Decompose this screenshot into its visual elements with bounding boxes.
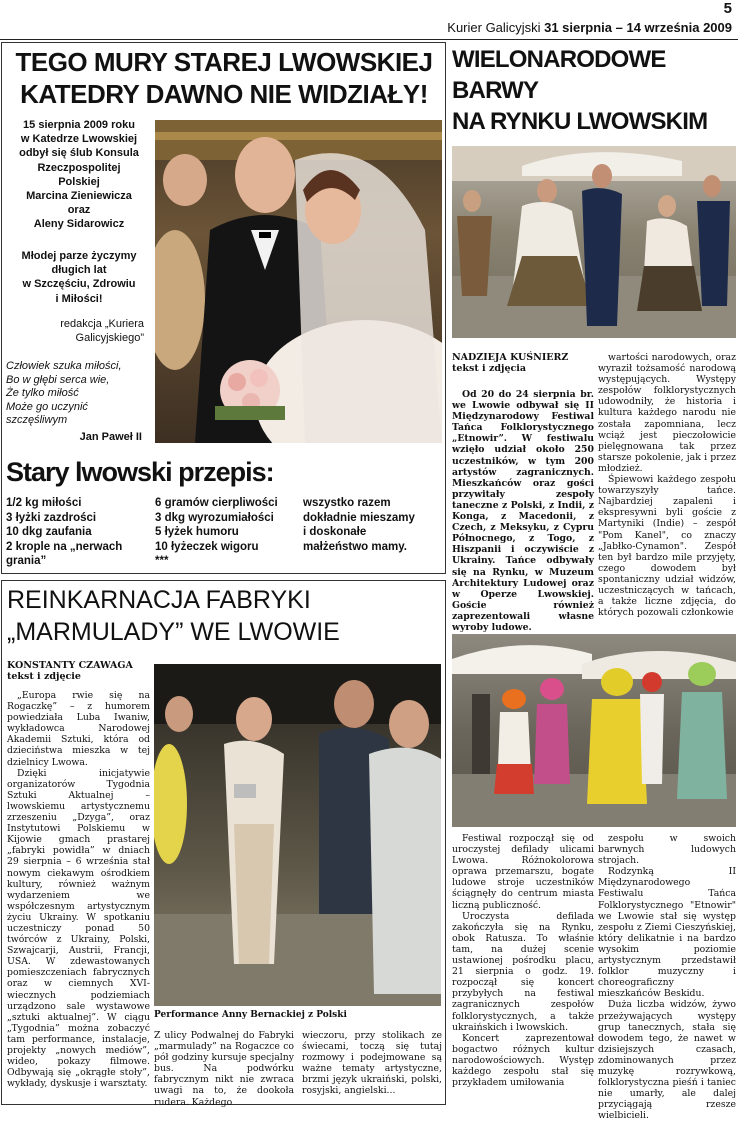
wedding-announcement	[6, 118, 152, 232]
recipe-item: 5 łyżek humoru	[155, 526, 239, 538]
festival-lead-text: Od 20 do 24 sierpnia br. we Lwowie odbywał się II Międzynarodowy Festiwal Tańca Folklorystycznego „Etnowir”. W festiwalu wzięło udział około 250 uczestników, w tym 200 artystów zagranicznych. Mieszkańców oraz gości przywitały zespoły taneczne z Polski, z Indii, z Konga, z Macedonii, z Czech, z Meksyku, z Cypru Północnego, z Togo, z Hiszpanii i oczywiście z Ukrainy. Tańce odbywały się na Rynku, w Muzeum Architektury Ludowej oraz w Operze Lwowskiej. Goście również zaprezentowali własne wyroby ludowe.	[452, 389, 594, 633]
issue-date: 31 sierpnia – 14 września 2009	[544, 20, 732, 35]
issue-line	[447, 20, 732, 35]
recipe-item: 10 łyżeczek wigoru	[155, 540, 259, 553]
announcement-line: Aleny Sidarowicz	[33, 218, 125, 231]
article-paragraph: Śpiewowi każdego zespołu towarzyszyły tańce. Najbardziej zapaleni i ekspresywni byli goście z Martyniki (Indie) – zespół "Pom Kanel", co znaczy „Jabłko-Cynamon". Zespół ten był bardzo mile przyjęty, czego dowodem był spontaniczny udział widzów, uczestniczących w tańcach, a także liczne zdjęcia, do których pozowali członkowie	[598, 474, 736, 619]
quote-line: Człowiek szuka miłości,	[6, 360, 122, 372]
quote-line: szczęśliwym	[6, 414, 68, 426]
recipe-item: dokładnie mieszamy	[303, 511, 415, 524]
recipe-item: wszystko razem	[303, 497, 391, 509]
announcement-line: Marcina Zieniewicza	[26, 190, 132, 203]
festival-headline-line1: WIELONARODOWE	[452, 46, 666, 73]
article-paragraph: Duża liczba widzów, żywo przeżywających występy grup tanecznych, stała się dowodem tego, że nawet w dzisiejszych czasach, zdominowanych przez muzykę rozrywkową, folklorystyczna pieśń i taniec nie umarły, ale dalej przyciągają rzesze wielbicieli.	[598, 999, 736, 1121]
recipe-item: 6 gramów cierpliwości	[155, 497, 278, 509]
quote-line: Może go uczynić	[6, 400, 88, 413]
marmulada-col3-text: wieczoru, przy stolikach ze świecami, toczą się tutaj rozmowy i podejmowane są ważne tematy artystyczne, brzmi język ukraiński, polski, rosyjski, angielski...	[302, 1030, 442, 1097]
wedding-headline-line2: KATEDRY DAWNO NIE WIDZIAŁY!	[20, 79, 428, 109]
wedding-headline	[4, 46, 444, 110]
quote-author: Jan Paweł II	[79, 431, 142, 443]
wedding-editors	[40, 318, 144, 345]
recipe-col2	[155, 496, 300, 569]
marmulada-headline-line2: „MARMULADY” WE LWOWIE	[7, 618, 340, 646]
publication-name: Kurier Galicyjski	[447, 20, 541, 35]
article-paragraph: „Europa rwie się na Rogaczkę” – z humorem powiedziała Luba Iwaniw, wykładowca Narodowej Akademii Sztuki, która od dzieciństwa mieszka w tej dzielnicy Lwowa.	[7, 690, 150, 768]
wedding-photo	[155, 120, 442, 443]
wedding-wishes	[6, 249, 152, 306]
marmulada-credit: tekst i zdjęcie	[7, 671, 81, 682]
recipe-title: Stary lwowski przepis:	[6, 457, 274, 487]
festival-credit: tekst i zdjęcia	[452, 363, 527, 374]
festival-headline-line2: BARWY	[452, 77, 539, 104]
recipe-item: ***	[155, 555, 169, 567]
recipe-item: 2 krople na „nerwach	[6, 540, 123, 553]
recipe-item: małżeństwo mamy.	[303, 540, 407, 553]
recipe-item: 10 dkg zaufania	[6, 526, 92, 538]
performance-caption: Performance Anny Bernackiej z Polski	[154, 1010, 347, 1020]
festival-col-bottom-left	[452, 833, 594, 1088]
header-rule	[0, 39, 738, 40]
announcement-line: Rzeczpospolitej	[37, 161, 121, 174]
festival-photo-dancers	[452, 146, 736, 338]
festival-lead	[452, 389, 594, 633]
recipe-item: i doskonałe	[303, 526, 367, 538]
editors-line: redakcja „Kuriera	[60, 318, 144, 330]
announcement-line: 15 sierpnia 2009 roku	[23, 119, 135, 131]
article-paragraph: Uroczysta defilada zakończyła się na Rynku, obok Ratusza. To właśnie tam, na dużej scenie ustawionej pośrodku placu, 21 sierpnia o godz. 19. rozpoczął się koncert przybyłych na festiwal zagranicznych zespołów folklorystycznych, a także ukraińskich i lwowskich.	[452, 910, 594, 1033]
marmulada-byline	[7, 660, 152, 682]
recipe-col1	[6, 496, 151, 569]
editors-line: Galicyjskiego”	[75, 331, 144, 344]
wedding-headline-line1: TEGO MURY STAREJ LWOWSKIEJ	[15, 47, 433, 77]
article-paragraph: Festiwal rozpoczął się od uroczystej defilady ulicami Lwowa. Różnokolorowa oprawa przemarszu, bogate ludowe stroje uczestników ściągnęły do centrum miasta liczną publiczność.	[452, 833, 594, 911]
festival-headline	[452, 44, 736, 137]
recipe-item: 3 dkg wyrozumiałości	[155, 511, 274, 524]
recipe-item: grania”	[6, 555, 47, 567]
wedding-quote	[6, 360, 152, 428]
marmulada-col2-text: Z ulicy Podwalnej do Fabryki „marmulady” na Rogaczce co pół godziny kursuje specjalny bus. Na podwórku fabrycznym nikt nie zwraca uwagi na to, że dookoła rudera. Każdego	[154, 1030, 294, 1108]
festival-headline-line3: NA RYNKU LWOWSKIM	[452, 108, 708, 135]
festival-byline	[452, 352, 594, 374]
marmulada-headline-line1: REINKARNACJA FABRYKI	[7, 586, 311, 614]
article-paragraph: Dzięki inicjatywie organizatorów Tygodnia Sztuki Aktualnej – lwowskiemu artystycznemu zrzeszeniu „Dzyga”, oraz Instytutowi Polskiemu w Kijowie gmach prastarej „fabryki powidła” w dniach 29 sierpnia – 6 września stał nowym ciekawym ośrodkiem kultury, również ważnym wydarzeniem we współczesnym artystycznym życiu Ukrainy. W spotkaniu uczestniczy ponad 50 twórców z Ukrainy, Polski, Szwajcarji, Austrii, Francji, USA. W zdewastowanych pomieszczeniach fabrycznych oraz w ciemnych XVI-wiecznych podziemiach urządzono sale wystawowe „sztuki aktualnej”. W ciągu „Tygodnia” można zobaczyć tam performance, instalacje, projekty „nowych mediów”, wideo, pokazy filmowe. Odbywają się „okrągłe stoły”, wykłady, dyskusje i warsztaty.	[7, 767, 150, 1090]
recipe-col3	[303, 496, 443, 554]
announcement-line: w Katedrze Lwowskiej	[20, 133, 138, 146]
wishes-line: Młodej parze życzymy	[21, 250, 137, 262]
article-paragraph: Rodzynką II Międzynarodowego Festiwalu Tańca Folklorystycznego "Etnowir" we Lwowie stał się występ zespołu z Ziemi Cieszyńskiej, który delikatnie i na bardzo wysokim poziomie artystycznym przedstawił folklor muzyczny i choreograficzny mieszkańców Beskidu.	[598, 866, 736, 1000]
announcement-line: Polskiej	[58, 175, 100, 188]
recipe-item: 3 łyżki zazdrości	[6, 511, 97, 524]
performance-photo	[154, 664, 441, 1006]
marmulada-col2	[154, 1030, 294, 1108]
announcement-line: oraz	[67, 204, 91, 217]
article-paragraph: zespołu w swoich barwnych ludowych strojach.	[598, 833, 736, 867]
wishes-line: i Miłości!	[55, 292, 103, 305]
marmulada-headline	[7, 584, 443, 648]
festival-photo-parade	[452, 634, 736, 827]
marmulada-col3	[302, 1030, 442, 1097]
marmulada-author: KONSTANTY CZAWAGA	[7, 660, 133, 671]
festival-author: NADZIEJA KUŚNIERZ	[452, 352, 569, 363]
marmulada-col1	[7, 690, 150, 1089]
article-paragraph: Koncert zaprezentował bogactwo różnych kultur narodowościowych. Występ każdego zespołu stał się przykładem umiłowania	[452, 1032, 594, 1089]
quote-line: Że tylko miłość	[6, 387, 79, 399]
quote-line: Bo w głębi serca wie,	[6, 373, 110, 386]
festival-col-right-top	[598, 352, 736, 618]
recipe-item: 1/2 kg miłości	[6, 497, 82, 509]
festival-col-bottom-right	[598, 833, 736, 1121]
announcement-line: odbył się ślub Konsula	[19, 147, 139, 160]
page-number: 5	[723, 0, 732, 17]
wishes-line: długich lat	[51, 264, 107, 277]
wishes-line: w Szczęściu, Zdrowiu	[22, 278, 136, 291]
article-paragraph: wartości narodowych, oraz wyraził tożsamość narodową występujących. Występy zespołów folklorystycznych udowodniły, że historia i kultura każdego narodu nie została zapomniana, lecz wciąż jest pieczołowicie pielęgnowana tak przez starsze pokolenie, jak i przez młodzież.	[598, 352, 736, 474]
